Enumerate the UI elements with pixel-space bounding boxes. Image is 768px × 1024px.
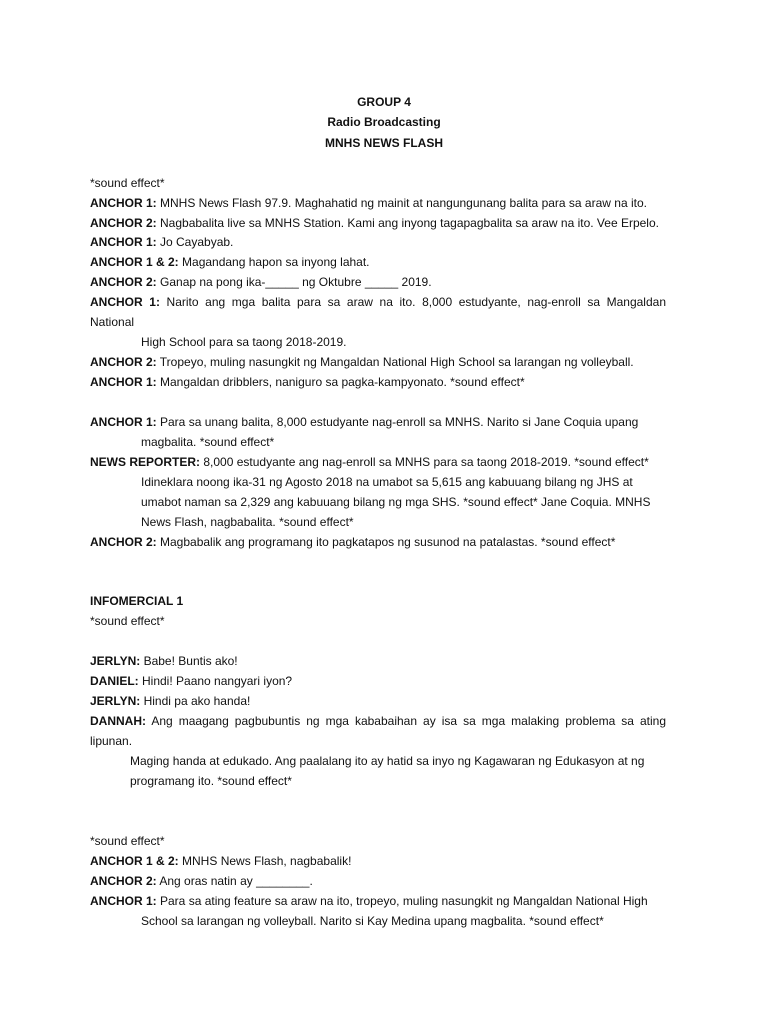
script-line: ANCHOR 1: MNHS News Flash 97.9. Maghahatid ng mainit at nangungunang balita para sa araw na ito.	[90, 196, 647, 210]
script-line: ANCHOR 1 & 2: Magandang hapon sa inyong lahat.	[90, 255, 370, 269]
script-line: umabot naman sa 2,329 ang kabuuang bilang ng mga SHS. *sound effect* Jane Coquia. MNHS	[141, 495, 651, 509]
script-line: *sound effect*	[90, 176, 165, 190]
script-line: ANCHOR 1: Jo Cayabyab.	[90, 235, 234, 249]
script-line: DANNAH: Ang maagang pagbubuntis ng mga kababaihan ay isa sa mga malaking problema sa ating	[90, 714, 666, 728]
script-line: National	[90, 315, 135, 329]
script-line: *sound effect*	[90, 614, 165, 628]
script-line: ANCHOR 2: Ang oras natin ay ________.	[90, 874, 313, 888]
script-line: School sa larangan ng volleyball. Narito si Kay Medina upang magbalita. *sound effect*	[141, 914, 604, 928]
script-line: ANCHOR 2: Magbabalik ang programang ito pagkatapos ng susunod na patalastas. *sound effect*	[90, 535, 616, 549]
script-line: ANCHOR 1: Narito ang mga balita para sa araw na ito. 8,000 estudyante, nag-enroll sa Mangaldan	[90, 295, 666, 309]
section-heading-infomercial: INFOMERCIAL 1	[90, 594, 184, 608]
script-line: News Flash, nagbabalita. *sound effect*	[141, 515, 354, 529]
script-line: programang ito. *sound effect*	[130, 774, 292, 788]
script-line: ANCHOR 2: Tropeyo, muling nasungkit ng Mangaldan National High School sa larangan ng volleyball.	[90, 355, 634, 369]
show-title: MNHS NEWS FLASH	[325, 136, 443, 150]
script-line: ANCHOR 1: Para sa unang balita, 8,000 estudyante nag-enroll sa MNHS. Narito si Jane Coquia upang	[90, 415, 639, 429]
subject-heading: Radio Broadcasting	[327, 115, 441, 129]
script-line: JERLYN: Hindi pa ako handa!	[90, 694, 251, 708]
script-line: JERLYN: Babe! Buntis ako!	[90, 654, 238, 668]
script-line: ANCHOR 2: Ganap na pong ika-_____ ng Oktubre _____ 2019.	[90, 275, 432, 289]
script-line: lipunan.	[90, 734, 133, 748]
script-line: *sound effect*	[90, 834, 165, 848]
script-line: ANCHOR 1 & 2: MNHS News Flash, nagbabalik!	[90, 854, 352, 868]
script-line: Maging handa at edukado. Ang paalalang ito ay hatid sa inyo ng Kagawaran ng Edukasyon at ng	[130, 754, 645, 768]
script-line: Idineklara noong ika-31 ng Agosto 2018 na umabot sa 5,615 ang kabuuang bilang ng JHS at	[141, 475, 633, 489]
script-line: ANCHOR 2: Nagbabalita live sa MNHS Station. Kami ang inyong tagapagbalita sa araw na ito. Vee Erpelo.	[90, 216, 659, 230]
script-line: ANCHOR 1: Para sa ating feature sa araw na ito, tropeyo, muling nasungkit ng Mangaldan National High	[90, 894, 648, 908]
script-line: High School para sa taong 2018-2019.	[141, 335, 347, 349]
script-line: magbalita. *sound effect*	[141, 435, 275, 449]
script-line: NEWS REPORTER: 8,000 estudyante ang nag-enroll sa MNHS para sa taong 2018-2019. *sound effect*	[90, 455, 649, 469]
script-line: ANCHOR 1: Mangaldan dribblers, naniguro sa pagka-kampyonato. *sound effect*	[90, 375, 525, 389]
group-heading: GROUP 4	[357, 95, 411, 109]
script-line: DANIEL: Hindi! Paano nangyari iyon?	[90, 674, 293, 688]
